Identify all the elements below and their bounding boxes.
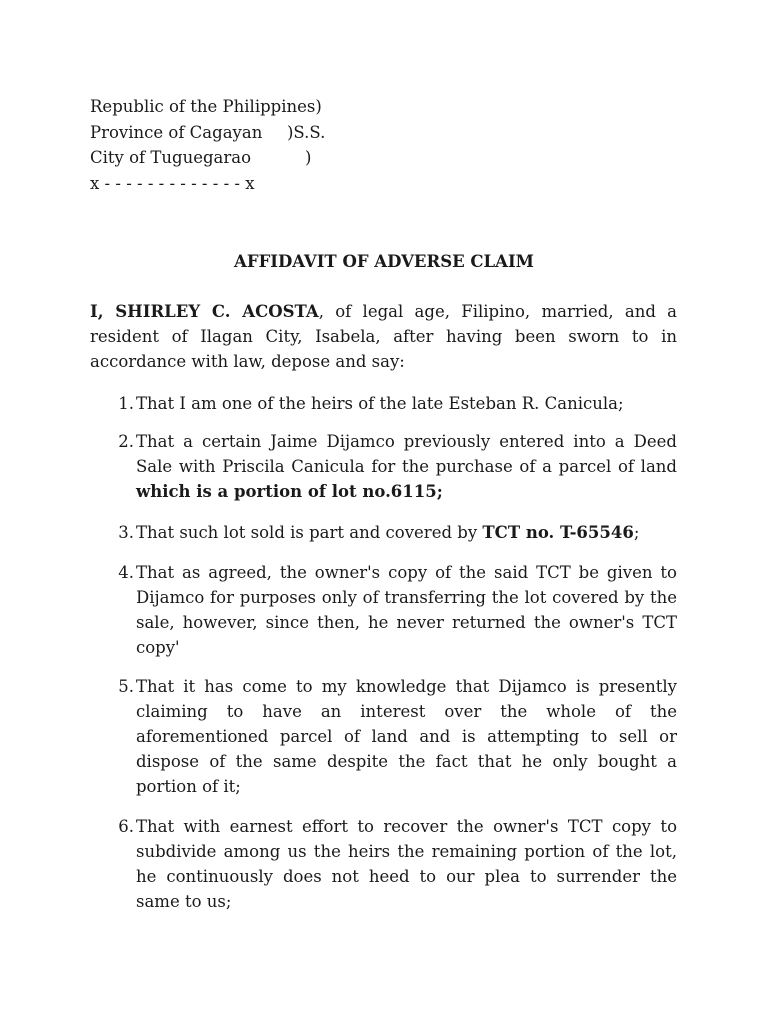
venue-divider bbox=[90, 171, 322, 197]
item-text: That as agreed, the owner's copy of the said TCT be given to Dijamco for purposes only of transferring the lot covered by the sale, however, since then, he never returned the owner's TCT copy' bbox=[136, 563, 677, 657]
item-number: 6. bbox=[118, 817, 134, 836]
venue-city-text: City of Tuguegarao bbox=[90, 148, 252, 167]
venue-block bbox=[90, 94, 326, 196]
venue-republic-text: Republic of the Philippines) bbox=[90, 97, 322, 116]
item-text: That a certain Jaime Dijamco previously entered into a Deed Sale with Priscila Canicula for the purchase of a parcel of land bbox=[136, 432, 677, 476]
venue-city bbox=[90, 145, 322, 171]
venue-city-paren: ) bbox=[305, 148, 312, 167]
venue-ss-label: )S.S. bbox=[287, 122, 326, 142]
intro-paragraph bbox=[90, 299, 677, 374]
document-title: AFFIDAVIT OF ADVERSE CLAIM bbox=[234, 252, 534, 271]
item-number: 4. bbox=[118, 563, 134, 582]
affiant-name: I, SHIRLEY C. ACOSTA bbox=[90, 302, 319, 321]
item-number: 5. bbox=[118, 677, 134, 696]
intro-text: , of legal age, Filipino, married, and a resident of Ilagan City, Isabela, after having been sworn to in accordance with law, depose and say: bbox=[90, 302, 677, 371]
item-text-wrap bbox=[136, 429, 677, 504]
item-text-end: ; bbox=[633, 523, 640, 542]
item-number: 2. bbox=[118, 432, 134, 451]
item-text: That it has come to my knowledge that Dijamco is presently claiming to have an interest over the whole of the aforementioned parcel of land and is attempting to sell or dispose of the same despite the fact that he only bought a portion of it; bbox=[136, 677, 677, 796]
item-text: That with earnest effort to recover the owner's TCT copy to subdivide among us the heirs the remaining portion of the lot, he continuously does not heed to our plea to surrender the same to us; bbox=[136, 817, 677, 911]
item-bold-text: TCT no. T-65546 bbox=[482, 523, 634, 542]
item-text-wrap bbox=[136, 520, 677, 545]
item-bold-text: which is a portion of lot no.6115; bbox=[136, 482, 443, 501]
item-text: That I am one of the heirs of the late Esteban R. Canicula; bbox=[136, 394, 624, 413]
item-number: 3. bbox=[118, 523, 134, 542]
venue-republic bbox=[90, 94, 322, 120]
item-number: 1. bbox=[118, 394, 134, 413]
venue-province bbox=[90, 120, 326, 146]
venue-divider-text: x - - - - - - - - - - - - - x bbox=[90, 173, 255, 193]
venue-province-text: Province of Cagayan bbox=[90, 122, 263, 142]
item-text: That such lot sold is part and covered by bbox=[136, 523, 483, 542]
